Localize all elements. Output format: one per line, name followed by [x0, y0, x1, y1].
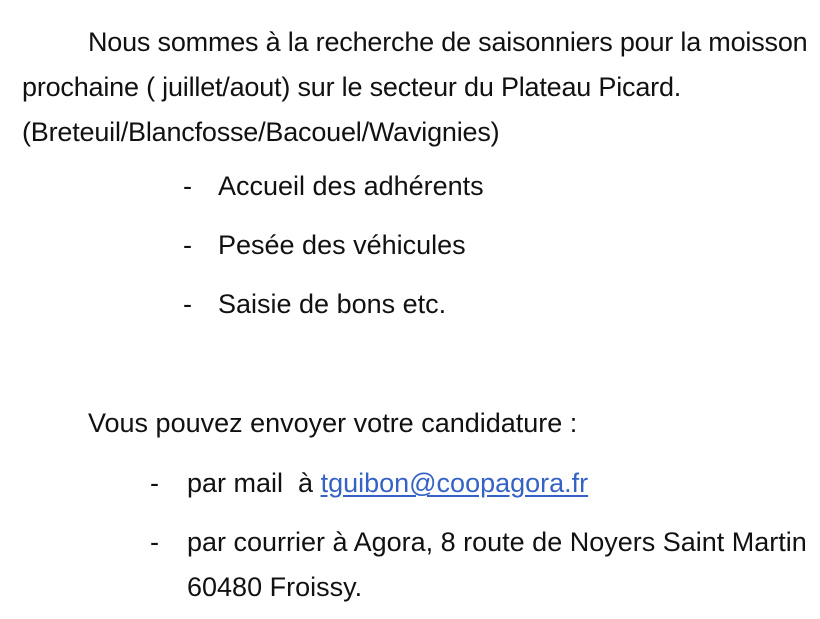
contact-item-post	[150, 520, 810, 610]
task-label: Pesée des véhicules	[218, 230, 466, 260]
list-bullet: -	[183, 230, 192, 260]
email-link[interactable]: tguibon@coopagora.fr	[320, 468, 589, 498]
mail-prefix: par mail à	[187, 468, 321, 498]
list-bullet: -	[183, 289, 192, 319]
contact-list	[150, 461, 810, 610]
list-item	[183, 164, 783, 223]
application-heading: Vous pouvez envoyer votre candidature :	[88, 408, 578, 438]
intro-text: Nous sommes à la recherche de saisonniers pour la moisson prochaine ( juillet/aout) sur le secteur du Plateau Picard.(Breteuil/Blancfosse/Bacouel/Wavignies)	[22, 27, 808, 147]
list-bullet: -	[150, 468, 159, 498]
task-label: Accueil des adhérents	[218, 171, 484, 201]
list-item	[183, 282, 783, 341]
contact-item-mail	[150, 461, 810, 520]
task-list	[183, 164, 783, 341]
contact-mail-text	[187, 461, 810, 520]
contact-post-text: par courrier à Agora, 8 route de Noyers Saint Martin 60480 Froissy.	[187, 527, 807, 602]
list-bullet: -	[150, 527, 159, 557]
list-bullet: -	[183, 171, 192, 201]
task-label: Saisie de bons etc.	[218, 289, 447, 319]
intro-paragraph	[22, 20, 812, 155]
list-item	[183, 223, 783, 282]
